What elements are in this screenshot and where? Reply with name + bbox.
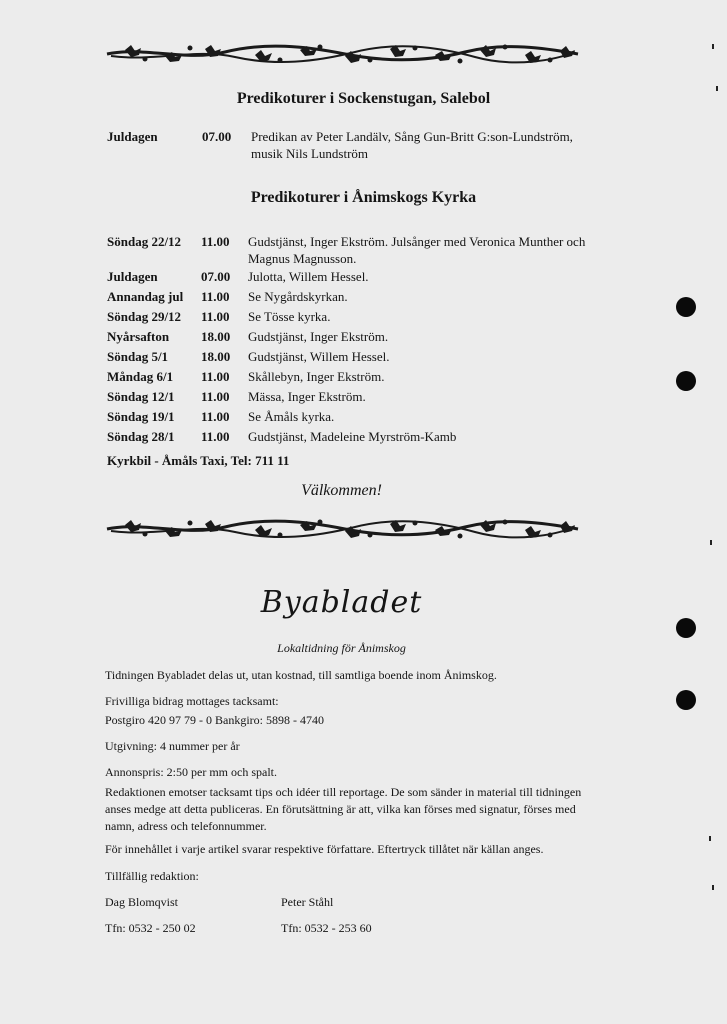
scan-speck — [709, 836, 711, 841]
byabladet-logo: Byabladet — [260, 585, 423, 620]
row-day: Söndag 12/1 — [107, 389, 175, 404]
row-day: Söndag 22/12 — [107, 234, 182, 249]
row-desc: Predikan av Peter Landälv, Sång Gun-Britt G:son-Lundström, musik Nils Lundström — [251, 129, 573, 161]
row-desc: Skållebyn, Inger Ekström. — [248, 369, 385, 384]
row-time: 11.00 — [201, 389, 230, 404]
row-day: Söndag 5/1 — [107, 349, 169, 364]
row-time: 18.00 — [201, 349, 231, 364]
row-desc: Se Nygårdskyrkan. — [248, 289, 348, 304]
punch-hole — [676, 371, 696, 391]
row-time: 11.00 — [201, 234, 230, 249]
holly-garland-ornament-top — [105, 42, 580, 66]
row-day: Juldagen — [107, 269, 158, 284]
row-day: Annandag jul — [107, 289, 184, 304]
garland-icon — [105, 517, 580, 541]
row-desc: Se Tösse kyrka. — [248, 309, 331, 324]
responsibility-paragraph: För innehållet i varje artikel svarar respektive författare. Eftertryck tillåtet när källan anges. — [105, 842, 544, 856]
intro-paragraph: Tidningen Byabladet delas ut, utan kostnad, till samtliga boende inom Ånimskog. — [105, 668, 497, 682]
animskog-heading: Predikoturer i Ånimskogs Kyrka — [250, 189, 477, 206]
punch-hole — [676, 618, 696, 638]
row-time: 11.00 — [201, 409, 230, 424]
row-desc: Julotta, Willem Hessel. — [248, 269, 369, 284]
salebol-heading: Predikoturer i Sockenstugan, Salebol — [236, 90, 491, 107]
punch-hole — [676, 690, 696, 710]
garland-icon — [105, 42, 580, 66]
row-time: 11.00 — [201, 429, 230, 444]
welcome-text: Välkommen! — [301, 482, 382, 499]
row-day: Söndag 28/1 — [107, 429, 175, 444]
editor-name: Peter Ståhl — [281, 895, 334, 909]
row-day: Nyårsafton — [107, 329, 170, 344]
row-day: Söndag 29/12 — [107, 309, 182, 324]
row-desc: Gudstjänst, Willem Hessel. — [248, 349, 390, 364]
row-time: 11.00 — [201, 309, 230, 324]
byabladet-subtitle: Lokaltidning för Ånimskog — [277, 641, 406, 655]
row-time: 18.00 — [201, 329, 231, 344]
row-desc: Gudstjänst, Madeleine Myrström-Kamb — [248, 429, 457, 444]
editors-label: Tillfällig redaktion: — [105, 869, 199, 883]
editor-phone: Tfn: 0532 - 250 02 — [105, 921, 196, 935]
editor-phone: Tfn: 0532 - 253 60 — [281, 921, 372, 935]
row-time: 11.00 — [201, 289, 230, 304]
scan-speck — [716, 86, 718, 91]
holly-garland-ornament-bottom — [105, 517, 580, 541]
row-time: 07.00 — [202, 129, 232, 144]
row-time: 07.00 — [201, 269, 231, 284]
church-taxi-info: Kyrkbil - Åmåls Taxi, Tel: 711 11 — [107, 453, 290, 468]
row-desc: Mässa, Inger Ekström. — [248, 389, 366, 404]
scan-speck — [712, 885, 714, 890]
row-day: Måndag 6/1 — [107, 369, 174, 384]
row-desc: Se Åmåls kyrka. — [248, 409, 335, 424]
row-desc: Gudstjänst, Inger Ekström. Julsånger med Veronica Munther och Magnus Magnusson. — [248, 234, 586, 266]
punch-hole — [676, 297, 696, 317]
scan-speck — [710, 540, 712, 545]
editor-name: Dag Blomqvist — [105, 895, 179, 909]
issues-text: Utgivning: 4 nummer per år — [105, 739, 240, 753]
row-day: Juldagen — [107, 129, 158, 144]
editorial-paragraph: Redaktionen emotser tacksamt tips och idéer till reportage. De som sänder in material till tidningen anses medge att detta publiceras. En förutsättning är att, vilka kan förses med signatur, förses med namn, adress och telefonnummer. — [105, 785, 582, 833]
donations-text: Frivilliga bidrag mottages tacksamt: — [105, 694, 279, 708]
row-desc: Gudstjänst, Inger Ekström. — [248, 329, 389, 344]
scan-speck — [712, 44, 714, 49]
row-time: 11.00 — [201, 369, 230, 384]
ad-price-text: Annonspris: 2:50 per mm och spalt. — [105, 765, 277, 779]
account-numbers: Postgiro 420 97 79 - 0 Bankgiro: 5898 - 4740 — [105, 713, 324, 727]
row-day: Söndag 19/1 — [107, 409, 175, 424]
